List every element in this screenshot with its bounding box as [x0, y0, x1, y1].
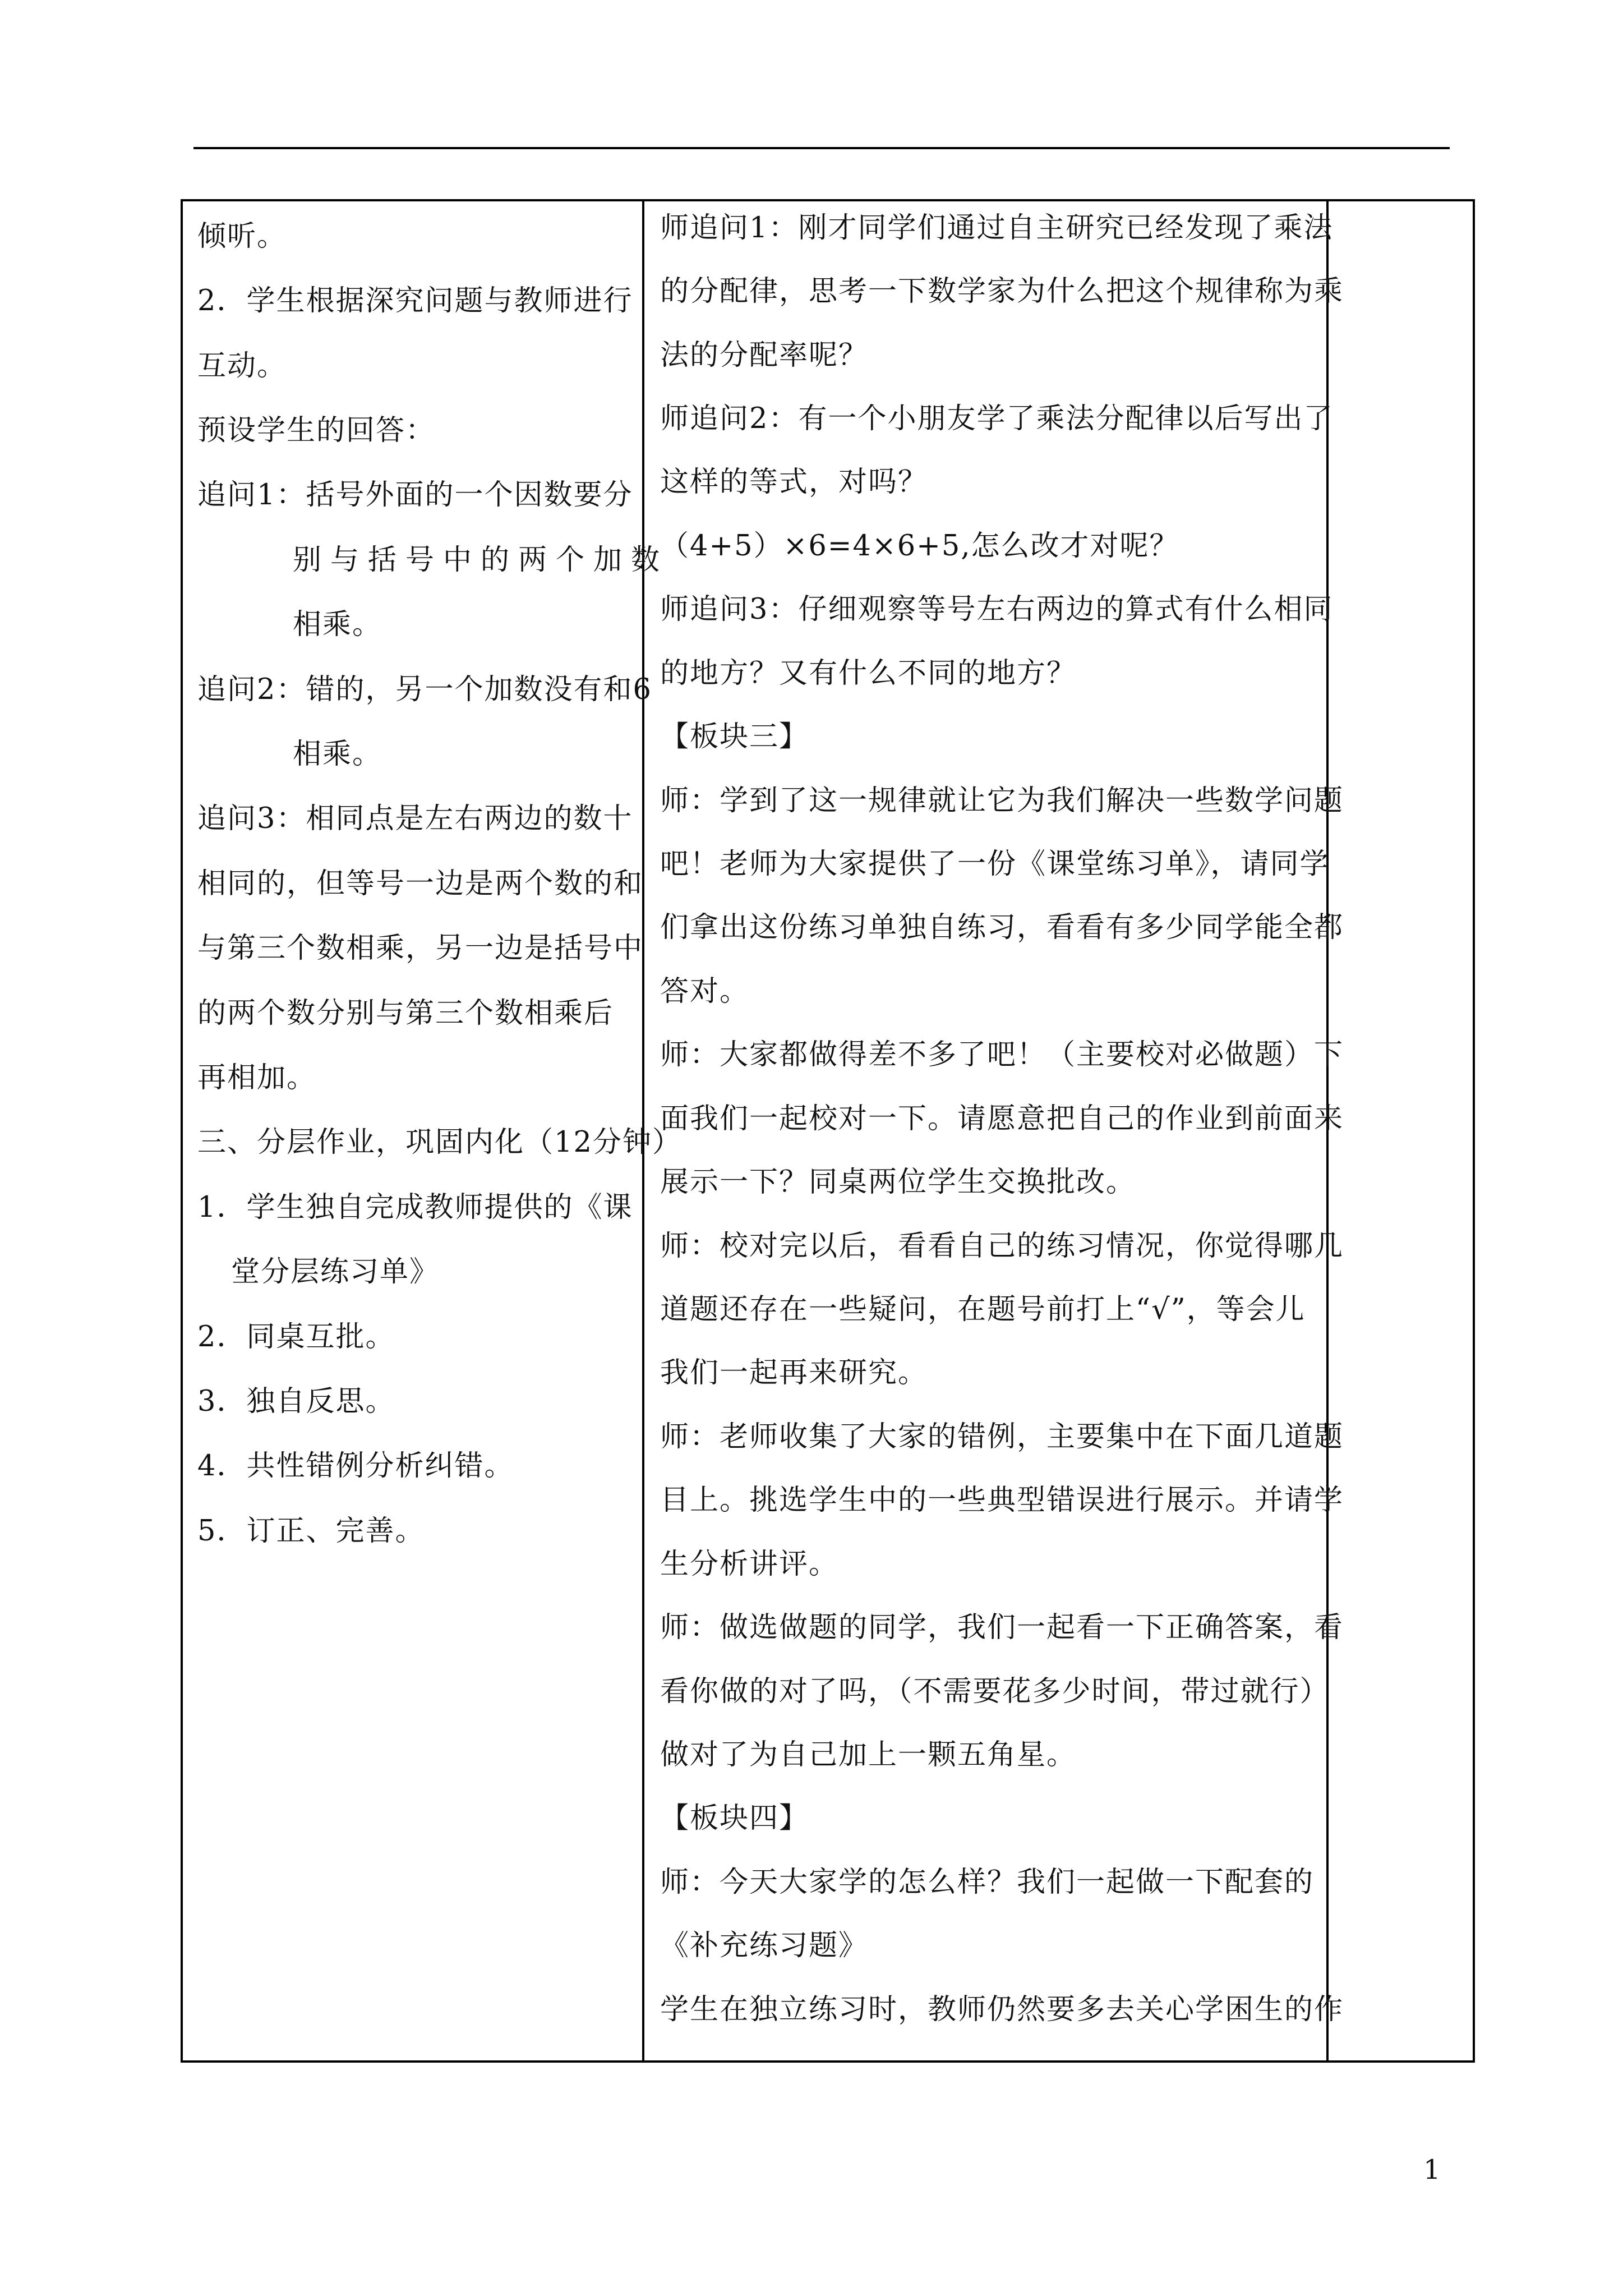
- text-line: 别与括号中的两个加数: [293, 544, 669, 577]
- text-line: 预设学生的回答：: [197, 414, 436, 447]
- text-line: 的两个数分别与第三个数相乘后: [197, 997, 614, 1030]
- text-line: 《补充练习题》: [660, 1929, 869, 1962]
- text-line: 们拿出这份练习单独自练习，看看有多少同学能全都: [660, 911, 1344, 944]
- text-line: 4．共性错例分析纠错。: [197, 1450, 514, 1483]
- section-heading: 【板块三】: [660, 720, 809, 753]
- text-line: 师追问3：仔细观察等号左右两边的算式有什么相同: [660, 593, 1334, 626]
- page-number: 1: [1423, 2154, 1441, 2185]
- text-line: 相乘。: [293, 608, 382, 641]
- text-line: 道题还存在一些疑问，在题号前打上“√”，等会儿: [660, 1293, 1306, 1326]
- text-line: 师：老师收集了大家的错例，主要集中在下面几道题: [660, 1420, 1344, 1453]
- text-line: 学生在独立练习时，教师仍然要多去关心学困生的作: [660, 1993, 1344, 2026]
- text-line: 2．同桌互批。: [197, 1320, 395, 1354]
- text-line: 法的分配率呢？: [660, 339, 869, 372]
- text-line: 师：学到了这一规律就让它为我们解决一些数学问题: [660, 784, 1344, 817]
- text-line: 师追问1：刚才同学们通过自主研究已经发现了乘法: [660, 211, 1334, 245]
- text-line: 相乘。: [293, 738, 382, 771]
- text-line: 答对。: [660, 975, 750, 1008]
- text-line: 我们一起再来研究。: [660, 1356, 928, 1389]
- text-line: 的地方？又有什么不同的地方？: [660, 657, 1077, 690]
- text-line: 这样的等式，对吗？: [660, 466, 928, 499]
- text-line: 师追问2：有一个小朋友学了乘法分配律以后写出了: [660, 402, 1334, 435]
- text-line: 5．订正、完善。: [197, 1515, 425, 1548]
- lesson-table: [181, 199, 1475, 2063]
- text-line: 3．独自反思。: [197, 1385, 395, 1418]
- text-line: 师：今天大家学的怎么样？我们一起做一下配套的: [660, 1866, 1315, 1899]
- text-line: 吧！老师为大家提供了一份《课堂练习单》，请同学: [660, 848, 1330, 881]
- text-line: 的分配律，思考一下数学家为什么把这个规律称为乘: [660, 275, 1344, 308]
- text-line: 倾听。: [197, 220, 287, 253]
- text-line: 再相加。: [197, 1061, 317, 1094]
- text-line: 互动。: [197, 349, 287, 383]
- text-line: 做对了为自己加上一颗五角星。: [660, 1738, 1077, 1772]
- text-line: 师：大家都做得差不多了吧！（主要校对必做题）下: [660, 1038, 1344, 1071]
- text-line: 堂分层练习单》: [231, 1255, 440, 1289]
- text-line: 师：校对完以后，看看自己的练习情况，你觉得哪几: [660, 1230, 1344, 1263]
- text-line: 与第三个数相乘，另一边是括号中: [197, 932, 644, 965]
- equation-line: （4+5）×6=4×6+5,怎么改才对呢？: [660, 530, 1179, 563]
- text-line: 生分析讲评。: [660, 1548, 839, 1581]
- text-line: 追问1：括号外面的一个因数要分: [197, 478, 633, 512]
- text-line: 师：做选做题的同学，我们一起看一下正确答案，看: [660, 1611, 1344, 1644]
- text-line: 展示一下？同桌两位学生交换批改。: [660, 1166, 1136, 1199]
- text-line: 相同的，但等号一边是两个数的和: [197, 867, 644, 900]
- text-line: 1．学生独自完成教师提供的《课: [197, 1191, 633, 1224]
- text-line: 追问2：错的，另一个加数没有和6: [197, 673, 652, 706]
- text-line: 目上。挑选学生中的一些典型错误进行展示。并请学: [660, 1484, 1344, 1517]
- section-heading: 【板块四】: [660, 1802, 809, 1835]
- header-rule: [193, 147, 1450, 149]
- text-line: 面我们一起校对一下。请愿意把自己的作业到前面来: [660, 1102, 1344, 1135]
- section-heading: 三、分层作业，巩固内化（12分钟）: [197, 1126, 682, 1159]
- text-line: 看你做的对了吗，（不需要花多少时间，带过就行）: [660, 1675, 1330, 1708]
- text-line: 追问3：相同点是左右两边的数十: [197, 802, 633, 835]
- text-line: 2．学生根据深究问题与教师进行: [197, 284, 633, 318]
